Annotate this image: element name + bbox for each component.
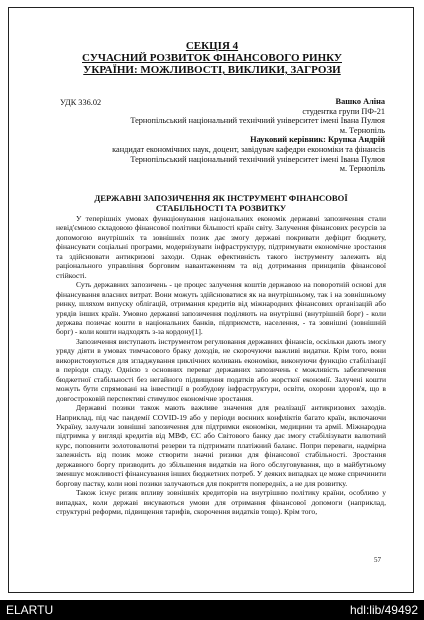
author-block: [60, 97, 385, 174]
footer-bar: [0, 600, 424, 620]
paragraph: Запозичення виступають інструментом регулювання державних фінансів, оскільки дають змогу уряду діяти в умовах тимчасового браку доходів, не скорочуючи важливі видатки. Крім того, вони використовуються для згладжування циклічних коливань економіки, виконуючи функцію стабілізації в періоди спаду. Однією з основних переваг державних запозичень є можливість забезпечення бюджетної стабільності без негайного підвищення податків або жорсткої економії. Залучені кошти можуть бути спрямовані на інвестиції в розбудову інфраструктури, освіти, охорони здоров'я, що в довгостроковій перспективі стимулює економічне зростання.: [56, 336, 386, 403]
supervisor-label: Науковий керівник: Крупка Андрій: [250, 135, 385, 145]
repository-name: ELARTU: [6, 603, 54, 617]
author-city: м. Тернопіль: [339, 125, 385, 135]
paragraph: Також існує ризик впливу зовнішніх кредиторів на внутрішню політику країни, особливо у випадках, коли державі висуваються умови для отримання фінансової допомоги (наприклад, структурні реформи, підвищення тарифів, скорочення видатків тощо). Крім того,: [56, 488, 386, 517]
page-number: 57: [374, 556, 381, 564]
article-body: [56, 214, 386, 517]
paragraph: У теперішніх умовах функціонування національних економік державні запозичення стали невід'ємною складовою фінансової політики більшості країн світу. Залучення фінансових ресурсів за допомогою внутрішніх та зовнішніх позик дає змогу державі покривати дефіцит бюджету, фінансувати соціальні програми, модернізувати інфраструктуру, підтримувати економічне зростання та здійснювати антикризові заходи. Однак ефективність такого інструменту залежить від раціонального управління борговим навантаженням та від дотримання принципів фінансової стійкості.: [56, 214, 386, 280]
supervisor-university: Тернопільський національний технічний університет імені Івана Пулюя: [130, 154, 385, 164]
paragraph: Суть державних запозичень - це процес залучення коштів державою на поворотній основі для фінансування власних витрат. Вони можуть здійснюватися як на внутрішньому, так і на зовнішньому ринку, шляхом випуску облігацій, отримання кредитів від міжнародних фінансових організацій або урядів інших країн. Умовно державні запозичення поділяють на внутрішні (внутрішній борг) - коли держава позичає кошти в національних банків, підприємств, населення, - та зовнішні (зовнішній борг) - коли кошти надходять з-за кордону[1].: [56, 280, 386, 337]
paragraph: Державні позики також мають важливе значення для реалізації антикризових заходів. Наприклад, під час пандемії COVID-19 або у періоди воєнних конфліктів багато країн, включаючи Україну, залучали зовнішні запозичення для підтримки економіки, медицини та армії. Міжнародна підтримка у вигляді кредитів від МВФ, ЄС або Світового банку дає змогу стабілізувати валютний курс, поповнити золотовалютні резерви та підтримати платіжний баланс. Попри переваги, надмірна залежність від позик може створити значні ризики для фінансової стабільності. Зростання державного боргу призводить до збільшення видатків на його обслуговування, що в майбутньому зменшує можливості фінансування інших бюджетних потреб. У деяких випадках це може спричинити боргову пастку, коли нові позики залучаються для покриття попередніх, а не для розвитку.: [56, 403, 386, 488]
article-title-line-1: ДЕРЖАВНІ ЗАПОЗИЧЕННЯ ЯК ІНСТРУМЕНТ ФІНАНСОВОЇ: [94, 193, 348, 203]
section-heading-line-3: УКРАЇНИ: МОЖЛИВОСТІ, ВИКЛИКИ, ЗАГРОЗИ: [83, 64, 341, 76]
author-university: Тернопільський національний технічний університет імені Івана Пулюя: [130, 116, 385, 126]
article-title: [56, 193, 386, 213]
supervisor-degree: кандидат економічних наук, доцент, завідувач кафедри економіки та фінансів: [112, 144, 385, 154]
udk-code: УДК 336.02: [60, 98, 102, 107]
section-heading: [0, 40, 424, 76]
author-name: Вашко Аліна: [335, 97, 385, 106]
handle-identifier[interactable]: hdl:lib/49492: [349, 603, 418, 617]
section-heading-line-1: СЕКЦІЯ 4: [185, 40, 239, 52]
article-title-line-2: СТАБІЛЬНОСТІ ТА РОЗВИТКУ: [155, 203, 287, 213]
section-heading-line-2: СУЧАСНИЙ РОЗВИТОК ФІНАНСОВОГО РИНКУ: [82, 52, 342, 64]
supervisor-city: м. Тернопіль: [339, 164, 385, 174]
author-status: студентка групи ПФ-21: [302, 106, 385, 116]
